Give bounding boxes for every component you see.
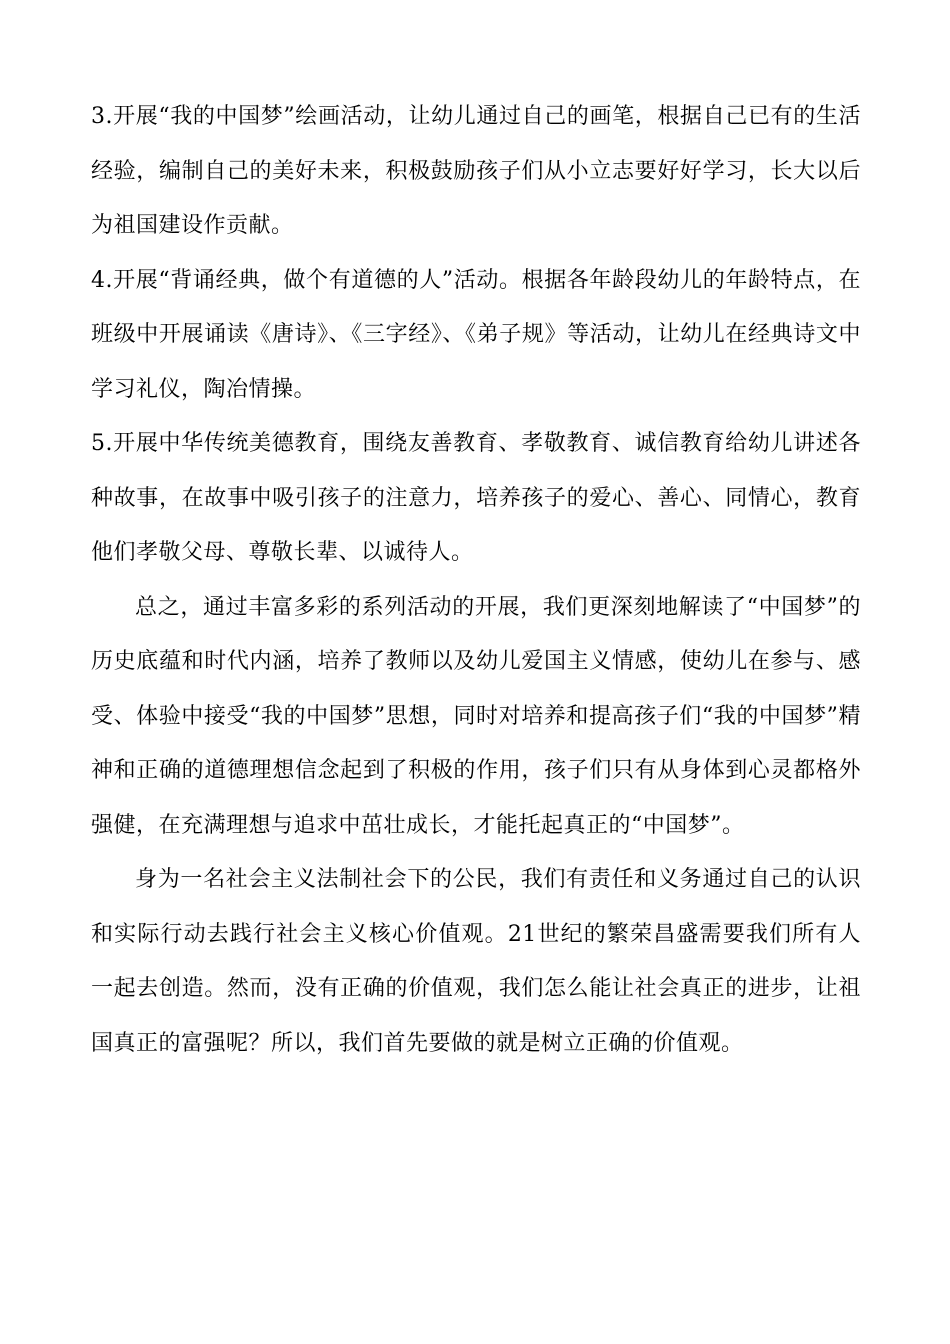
paragraph-summary: 总之，通过丰富多彩的系列活动的开展，我们更深刻地解读了“中国梦”的历史底蕴和时代内涵，培养了教师以及幼儿爱国主义情感，使幼儿在参与、感受、体验中接受“我的中国梦”思想，同时对培养和提高孩子们“我的中国梦”精神和正确的道德理想信念起到了积极的作用，孩子们只有从身体到心灵都格外强健，在充满理想与追求中茁壮成长，才能托起真正的“中国梦”。 <box>91 594 861 838</box>
paragraph-item-3: 3.开展“我的中国梦”绘画活动，让幼儿通过自己的画笔，根据自己已有的生活经验，编制自己的美好未来，积极鼓励孩子们从小立志要好好学习，长大以后为祖国建设作贡献。 <box>91 104 861 238</box>
paragraph-item-4: 4.开展“背诵经典，做个有道德的人”活动。根据各年龄段幼儿的年龄特点，在班级中开展诵读《唐诗》、《三字经》、《弟子规》等活动，让幼儿在经典诗文中学习礼仪，陶冶情操。 <box>91 267 861 402</box>
paragraph-item-5: 5.开展中华传统美德教育，围绕友善教育、孝敬教育、诚信教育给幼儿讲述各种故事，在故事中吸引孩子的注意力，培养孩子的爱心、善心、同情心，教育他们孝敬父母、尊敬长辈、以诚待人。 <box>91 431 861 565</box>
paragraph-values: 身为一名社会主义法制社会下的公民，我们有责任和义务通过自己的认识和实际行动去践行社会主义核心价值观。21世纪的繁荣昌盛需要我们所有人一起去创造。然而，没有正确的价值观，我们怎么能让社会真正的进步，让祖国真正的富强呢？所以，我们首先要做的就是树立正确的价值观。 <box>91 867 861 1056</box>
document-body <box>91 90 861 1071</box>
